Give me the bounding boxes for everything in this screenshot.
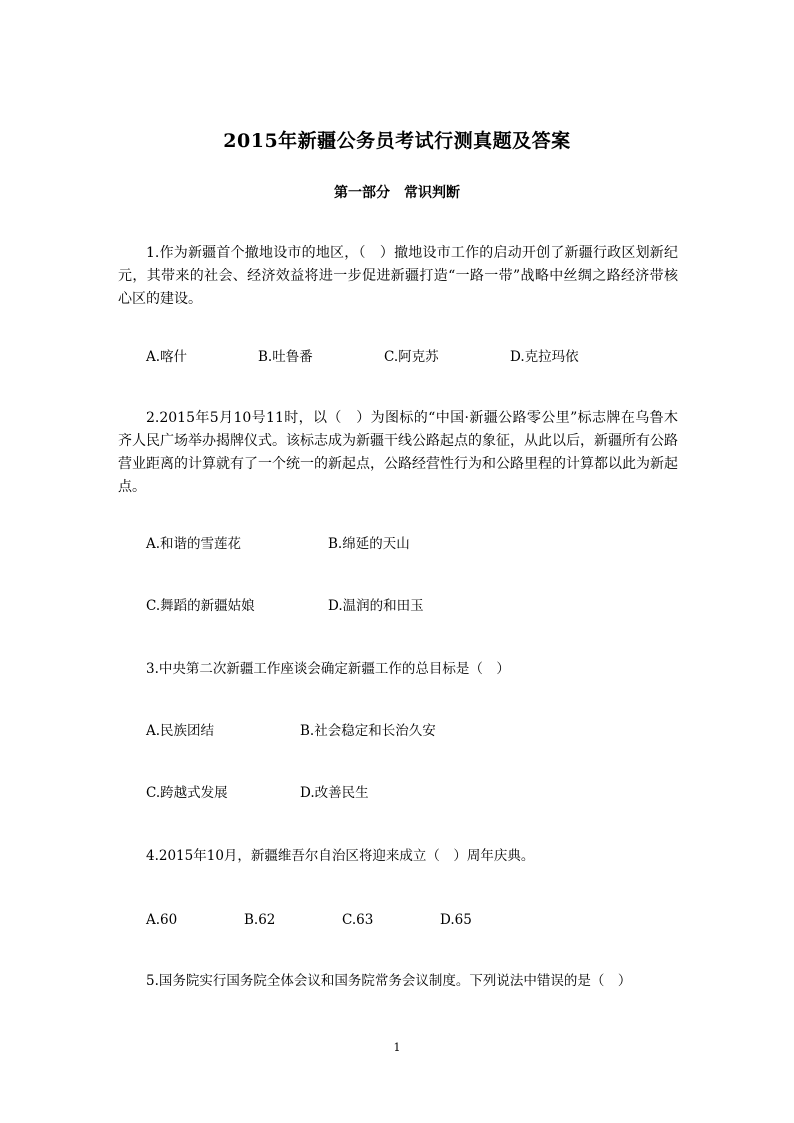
question-3-option-b: B.社会稳定和长治久安 <box>300 723 436 739</box>
question-2-stem: 2.2015年5月10号11时，以（ ）为图标的“中国·新疆公路零公里”标志牌在乌鲁木齐人民广场举办揭牌仪式。该标志成为新疆干线公路起点的象征，从此以后，新疆所有公路营业距离的计算就有了一个统一的新起点，公路经营性行为和公路里程的计算都以此为新起点。 <box>118 410 678 495</box>
page-number: 1 <box>393 1041 401 1054</box>
section-part: 第一部分 <box>334 185 390 201</box>
question-4-option-d: D.65 <box>440 912 472 928</box>
document-title: 2015年新疆公务员考试行测真题及答案 <box>223 130 571 152</box>
question-3-stem: 3.中央第二次新疆工作座谈会确定新疆工作的总目标是（ ） <box>146 661 510 677</box>
section-name: 常识判断 <box>404 185 460 201</box>
question-4-option-a: A.60 <box>146 912 178 928</box>
question-4-option-c: C.63 <box>342 912 374 928</box>
question-1-option-b: B.吐鲁番 <box>258 349 313 365</box>
question-1-option-d: D.克拉玛依 <box>510 349 579 365</box>
question-3-option-a: A.民族团结 <box>146 723 215 739</box>
question-4-option-b: B.62 <box>244 912 276 928</box>
question-2-option-c: C.舞蹈的新疆姑娘 <box>146 598 255 614</box>
question-3-option-c: C.跨越式发展 <box>146 785 228 801</box>
question-1-option-c: C.阿克苏 <box>384 349 439 365</box>
question-1-stem: 1.作为新疆首个撤地设市的地区，（ ）撤地设市工作的启动开创了新疆行政区划新纪元，其带来的社会、经济效益将进一步促进新疆打造“一路一带”战略中丝绸之路经济带核心区的建设。 <box>118 245 678 307</box>
question-4-stem: 4.2015年10月，新疆维吾尔自治区将迎来成立（ ）周年庆典。 <box>146 848 535 864</box>
question-3-option-d: D.改善民生 <box>300 785 369 801</box>
question-5-stem: 5.国务院实行国务院全体会议和国务院常务会议制度。下列说法中错误的是（ ） <box>146 973 632 989</box>
section-heading <box>0 182 794 202</box>
question-2-option-d: D.温润的和田玉 <box>328 598 424 614</box>
question-1-option-a: A.喀什 <box>146 349 188 365</box>
question-2-option-b: B.绵延的天山 <box>328 536 410 552</box>
question-2-option-a: A.和谐的雪莲花 <box>146 536 242 552</box>
